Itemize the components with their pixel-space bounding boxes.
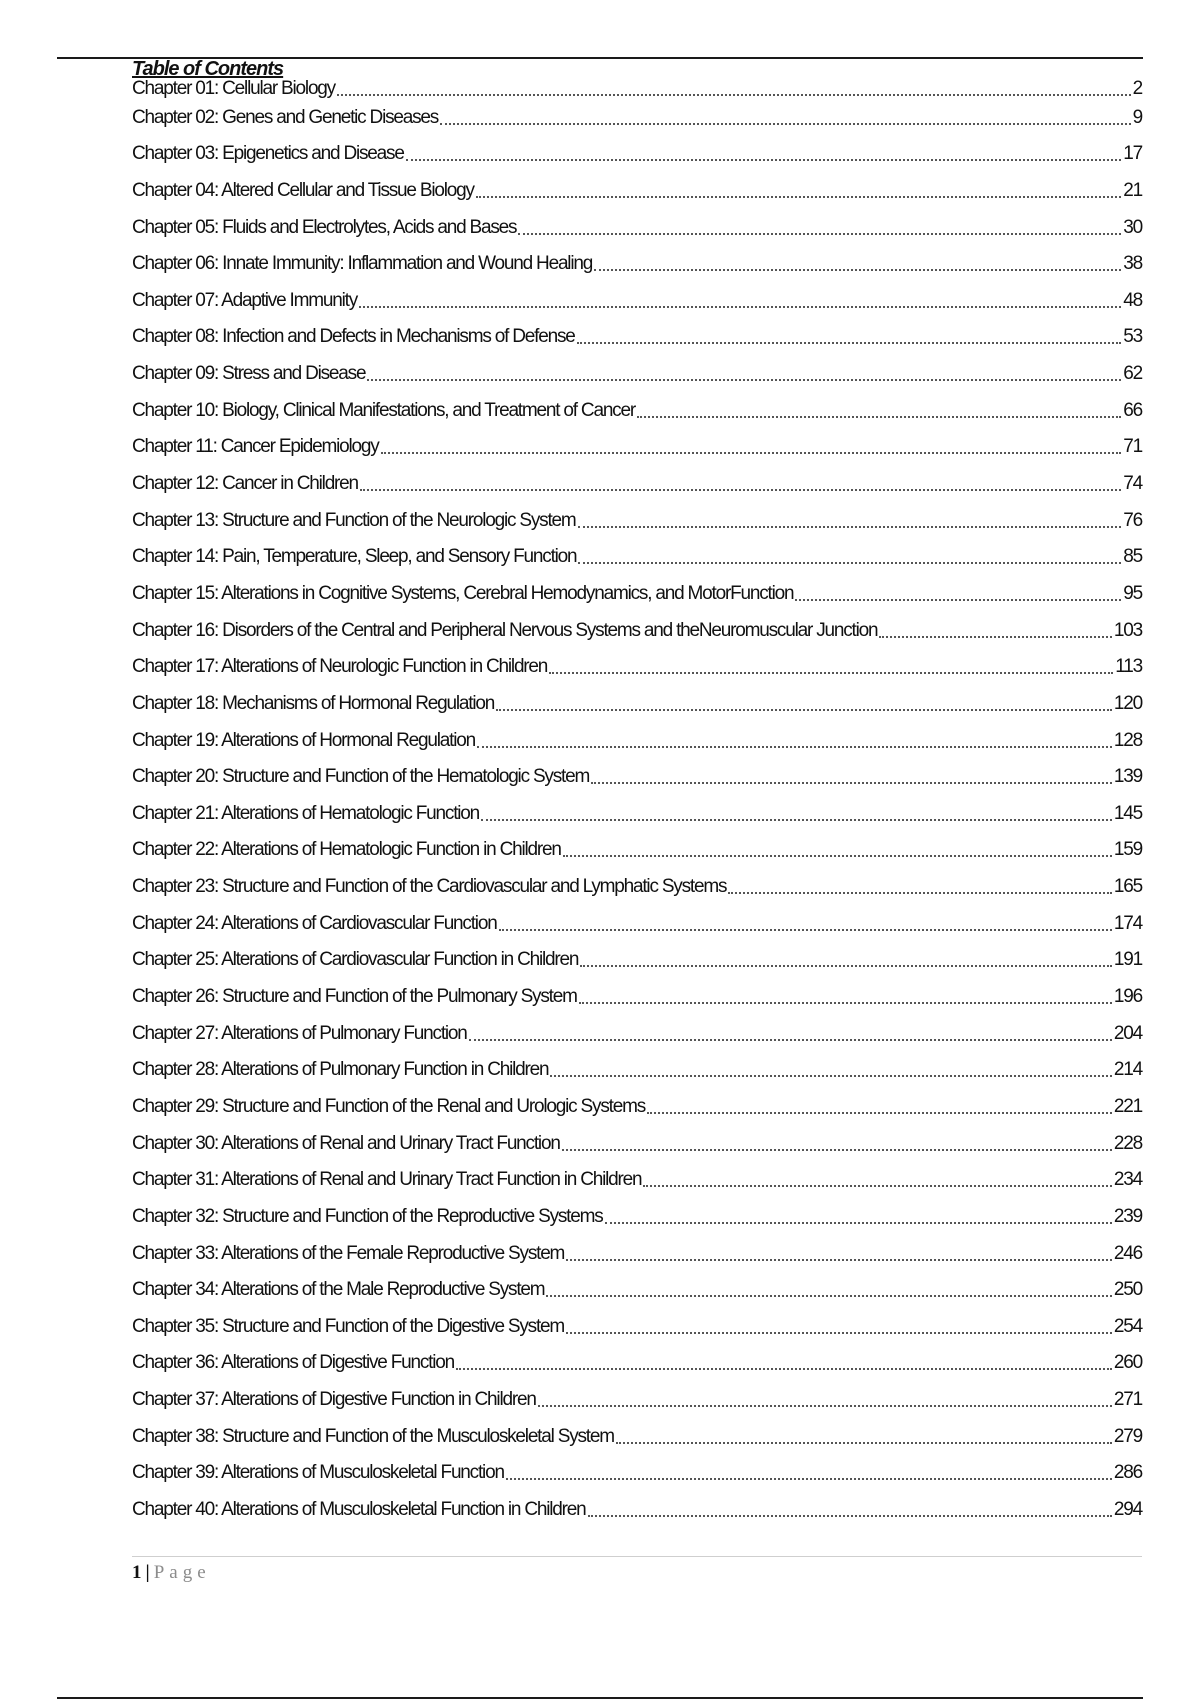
toc-entry-label: Chapter 33: Alterations of the Female Reproductive System bbox=[132, 1242, 565, 1264]
table-of-contents bbox=[132, 56, 1142, 1529]
toc-entry-label: Chapter 38: Structure and Function of the Musculoskeletal System bbox=[132, 1425, 614, 1447]
toc-entry-page: 204 bbox=[1113, 1022, 1142, 1044]
toc-entry[interactable] bbox=[132, 979, 1142, 1016]
toc-entry-label: Chapter 18: Mechanisms of Hormonal Regulation bbox=[132, 692, 495, 714]
toc-entry-page: 271 bbox=[1113, 1389, 1142, 1411]
toc-entry-page: 74 bbox=[1123, 473, 1142, 495]
toc-entry-page: 246 bbox=[1113, 1242, 1142, 1264]
toc-entry-label: Chapter 27: Alterations of Pulmonary Function bbox=[132, 1022, 467, 1044]
toc-dot-leader bbox=[588, 1515, 1112, 1517]
toc-entry[interactable] bbox=[132, 1199, 1142, 1236]
toc-dot-leader bbox=[591, 782, 1112, 784]
toc-entry-label: Chapter 10: Biology, Clinical Manifestations, and Treatment of Cancer bbox=[132, 399, 635, 421]
toc-entry-page: 76 bbox=[1123, 509, 1142, 531]
toc-dot-leader bbox=[563, 855, 1112, 857]
toc-entry[interactable] bbox=[132, 650, 1142, 687]
toc-entry-page: 239 bbox=[1113, 1205, 1142, 1227]
toc-entry[interactable] bbox=[132, 1236, 1142, 1273]
toc-entry-page: 191 bbox=[1113, 949, 1142, 971]
toc-entry-page: 174 bbox=[1113, 912, 1142, 934]
toc-dot-leader bbox=[496, 709, 1112, 711]
toc-entry[interactable] bbox=[132, 173, 1142, 210]
toc-entry-page: 214 bbox=[1113, 1059, 1142, 1081]
toc-entry-label: Chapter 09: Stress and Disease bbox=[132, 363, 366, 385]
toc-dot-leader bbox=[577, 342, 1122, 344]
toc-entry[interactable] bbox=[132, 78, 1142, 100]
toc-entry[interactable] bbox=[132, 356, 1142, 393]
toc-entry-page: 2 bbox=[1132, 78, 1142, 99]
toc-entry-label: Chapter 40: Alterations of Musculoskeletal Function in Children bbox=[132, 1498, 586, 1520]
toc-entry-label: Chapter 11: Cancer Epidemiology bbox=[132, 436, 379, 458]
toc-dot-leader bbox=[546, 1295, 1111, 1297]
toc-dot-leader bbox=[616, 1442, 1112, 1444]
toc-entry-label: Chapter 01: Cellular Biology bbox=[132, 78, 335, 99]
toc-entry-page: 95 bbox=[1123, 582, 1142, 604]
toc-entry[interactable] bbox=[132, 1382, 1142, 1419]
toc-entry-page: 279 bbox=[1113, 1425, 1142, 1447]
toc-entry-page: 254 bbox=[1113, 1315, 1142, 1337]
toc-entry-label: Chapter 37: Alterations of Digestive Function in Children bbox=[132, 1389, 536, 1411]
toc-entry-label: Chapter 16: Disorders of the Central and Peripheral Nervous Systems and theNeuromuscular Junction bbox=[132, 619, 878, 641]
toc-entry-label: Chapter 35: Structure and Function of the Digestive System bbox=[132, 1315, 565, 1337]
toc-dot-leader bbox=[643, 1185, 1112, 1187]
toc-dot-leader bbox=[579, 1002, 1112, 1004]
page-footer bbox=[132, 1562, 211, 1584]
toc-entry[interactable] bbox=[132, 1346, 1142, 1383]
toc-entry-page: 120 bbox=[1113, 692, 1142, 714]
toc-entry-label: Chapter 25: Alterations of Cardiovascular Function in Children bbox=[132, 949, 579, 971]
toc-entry-page: 145 bbox=[1113, 802, 1142, 824]
footer-rule bbox=[132, 1556, 1142, 1557]
toc-entry-label: Chapter 17: Alterations of Neurologic Function in Children bbox=[132, 656, 548, 678]
toc-dot-leader bbox=[594, 269, 1121, 271]
toc-entry-label: Chapter 02: Genes and Genetic Diseases bbox=[132, 106, 439, 128]
toc-dot-leader bbox=[647, 1112, 1112, 1114]
toc-dot-leader bbox=[337, 94, 1131, 96]
toc-entry[interactable] bbox=[132, 1163, 1142, 1200]
toc-dot-leader bbox=[476, 196, 1121, 198]
toc-dot-leader bbox=[506, 1478, 1112, 1480]
toc-dot-leader bbox=[456, 1368, 1112, 1370]
toc-dot-leader bbox=[538, 1405, 1112, 1407]
toc-entry-label: Chapter 29: Structure and Function of the Renal and Urologic Systems bbox=[132, 1095, 645, 1117]
toc-entry-page: 234 bbox=[1113, 1169, 1142, 1191]
toc-entry[interactable] bbox=[132, 613, 1142, 650]
toc-entry-page: 113 bbox=[1115, 656, 1142, 678]
toc-entry[interactable] bbox=[132, 1492, 1142, 1529]
page-word: Page bbox=[153, 1562, 211, 1583]
toc-entry-page: 103 bbox=[1113, 619, 1142, 641]
toc-entry-label: Chapter 23: Structure and Function of the Cardiovascular and Lymphatic Systems bbox=[132, 876, 727, 898]
toc-entry-label: Chapter 39: Alterations of Musculoskeletal Function bbox=[132, 1462, 504, 1484]
toc-dot-leader bbox=[518, 233, 1121, 235]
toc-entry-page: 62 bbox=[1123, 363, 1142, 385]
toc-entry-page: 196 bbox=[1113, 986, 1142, 1008]
toc-dot-leader bbox=[406, 159, 1122, 161]
toc-entry[interactable] bbox=[132, 503, 1142, 540]
toc-list bbox=[132, 78, 1142, 1529]
toc-entry[interactable] bbox=[132, 430, 1142, 467]
toc-dot-leader bbox=[477, 746, 1112, 748]
page-separator: | bbox=[145, 1562, 150, 1583]
toc-entry-page: 250 bbox=[1113, 1279, 1142, 1301]
toc-dot-leader bbox=[550, 1075, 1112, 1077]
toc-entry[interactable] bbox=[132, 1089, 1142, 1126]
page-number: 1 bbox=[132, 1562, 142, 1583]
toc-entry[interactable] bbox=[132, 576, 1142, 613]
toc-entry[interactable] bbox=[132, 686, 1142, 723]
toc-dot-leader bbox=[499, 929, 1112, 931]
toc-entry[interactable] bbox=[132, 100, 1142, 137]
toc-dot-leader bbox=[879, 636, 1112, 638]
toc-entry-label: Chapter 15: Alterations in Cognitive Systems, Cerebral Hemodynamics, and MotorFunction bbox=[132, 582, 794, 604]
toc-entry[interactable] bbox=[132, 1273, 1142, 1310]
toc-entry[interactable] bbox=[132, 1456, 1142, 1493]
toc-entry-label: Chapter 04: Altered Cellular and Tissue Biology bbox=[132, 179, 474, 201]
toc-dot-leader bbox=[580, 965, 1112, 967]
toc-dot-leader bbox=[566, 1259, 1112, 1261]
toc-entry[interactable] bbox=[132, 247, 1142, 284]
toc-entry[interactable] bbox=[132, 796, 1142, 833]
toc-entry-label: Chapter 34: Alterations of the Male Reproductive System bbox=[132, 1279, 545, 1301]
toc-entry[interactable] bbox=[132, 210, 1142, 247]
toc-entry-page: 48 bbox=[1123, 289, 1142, 311]
toc-entry-label: Chapter 31: Alterations of Renal and Urinary Tract Function in Children bbox=[132, 1169, 642, 1191]
toc-entry-label: Chapter 08: Infection and Defects in Mechanisms of Defense bbox=[132, 326, 575, 348]
toc-entry[interactable] bbox=[132, 869, 1142, 906]
toc-entry-label: Chapter 28: Alterations of Pulmonary Function in Children bbox=[132, 1059, 549, 1081]
toc-entry-label: Chapter 13: Structure and Function of the Neurologic System bbox=[132, 509, 576, 531]
toc-entry-label: Chapter 12: Cancer in Children bbox=[132, 473, 358, 495]
toc-entry-page: 38 bbox=[1123, 253, 1142, 275]
toc-entry[interactable] bbox=[132, 760, 1142, 797]
toc-dot-leader bbox=[795, 599, 1121, 601]
bottom-rule bbox=[57, 1697, 1143, 1699]
toc-title: Table of Contents bbox=[132, 58, 284, 80]
toc-dot-leader bbox=[360, 489, 1121, 491]
toc-entry[interactable] bbox=[132, 393, 1142, 430]
toc-dot-leader bbox=[562, 1149, 1112, 1151]
toc-entry[interactable] bbox=[132, 283, 1142, 320]
toc-entry-label: Chapter 14: Pain, Temperature, Sleep, and Sensory Function bbox=[132, 546, 577, 568]
toc-entry-page: 71 bbox=[1123, 436, 1142, 458]
toc-dot-leader bbox=[359, 306, 1121, 308]
toc-entry-label: Chapter 07: Adaptive Immunity bbox=[132, 289, 358, 311]
toc-entry-page: 260 bbox=[1113, 1352, 1142, 1374]
toc-entry-page: 85 bbox=[1123, 546, 1142, 568]
toc-dot-leader bbox=[549, 672, 1113, 674]
toc-entry-page: 30 bbox=[1123, 216, 1142, 238]
toc-entry-label: Chapter 21: Alterations of Hematologic Function bbox=[132, 802, 480, 824]
toc-entry-page: 228 bbox=[1113, 1132, 1142, 1154]
toc-dot-leader bbox=[469, 1039, 1112, 1041]
toc-entry[interactable] bbox=[132, 540, 1142, 577]
toc-entry[interactable] bbox=[132, 1309, 1142, 1346]
toc-dot-leader bbox=[578, 562, 1121, 564]
toc-dot-leader bbox=[367, 379, 1121, 381]
toc-entry-page: 139 bbox=[1113, 766, 1142, 788]
toc-entry-label: Chapter 19: Alterations of Hormonal Regulation bbox=[132, 729, 475, 751]
toc-dot-leader bbox=[566, 1332, 1112, 1334]
toc-entry-label: Chapter 06: Innate Immunity: Inflammation and Wound Healing bbox=[132, 253, 593, 275]
toc-dot-leader bbox=[605, 1222, 1112, 1224]
toc-entry-page: 17 bbox=[1123, 143, 1142, 165]
toc-entry-page: 159 bbox=[1113, 839, 1142, 861]
toc-entry-page: 294 bbox=[1113, 1498, 1142, 1520]
toc-dot-leader bbox=[578, 526, 1122, 528]
toc-entry[interactable] bbox=[132, 466, 1142, 503]
toc-entry-label: Chapter 05: Fluids and Electrolytes, Acids and Bases bbox=[132, 216, 517, 238]
toc-entry-label: Chapter 22: Alterations of Hematologic Function in Children bbox=[132, 839, 561, 861]
toc-entry[interactable] bbox=[132, 1126, 1142, 1163]
toc-entry-label: Chapter 20: Structure and Function of the Hematologic System bbox=[132, 766, 590, 788]
toc-entry[interactable] bbox=[132, 320, 1142, 357]
toc-entry[interactable] bbox=[132, 1016, 1142, 1053]
toc-entry-page: 53 bbox=[1123, 326, 1142, 348]
toc-dot-leader bbox=[481, 819, 1112, 821]
toc-entry[interactable] bbox=[132, 833, 1142, 870]
toc-dot-leader bbox=[381, 452, 1122, 454]
toc-entry-label: Chapter 03: Epigenetics and Disease bbox=[132, 143, 404, 165]
toc-entry-label: Chapter 36: Alterations of Digestive Function bbox=[132, 1352, 454, 1374]
toc-entry[interactable] bbox=[132, 137, 1142, 174]
toc-dot-leader bbox=[440, 123, 1131, 125]
toc-entry[interactable] bbox=[132, 906, 1142, 943]
toc-entry-label: Chapter 30: Alterations of Renal and Urinary Tract Function bbox=[132, 1132, 560, 1154]
toc-dot-leader bbox=[637, 416, 1121, 418]
toc-entry-page: 221 bbox=[1113, 1095, 1142, 1117]
toc-entry-label: Chapter 32: Structure and Function of the Reproductive Systems bbox=[132, 1205, 603, 1227]
toc-dot-leader bbox=[728, 892, 1112, 894]
toc-entry[interactable] bbox=[132, 723, 1142, 760]
toc-entry-page: 21 bbox=[1123, 179, 1142, 201]
toc-entry-label: Chapter 26: Structure and Function of the Pulmonary System bbox=[132, 986, 577, 1008]
toc-entry-page: 286 bbox=[1113, 1462, 1142, 1484]
toc-entry[interactable] bbox=[132, 1053, 1142, 1090]
toc-entry-page: 128 bbox=[1113, 729, 1142, 751]
toc-entry-page: 165 bbox=[1113, 876, 1142, 898]
toc-entry[interactable] bbox=[132, 943, 1142, 980]
toc-entry-page: 66 bbox=[1123, 399, 1142, 421]
toc-entry[interactable] bbox=[132, 1419, 1142, 1456]
toc-entry-label: Chapter 24: Alterations of Cardiovascular Function bbox=[132, 912, 497, 934]
toc-entry-page: 9 bbox=[1132, 106, 1142, 128]
